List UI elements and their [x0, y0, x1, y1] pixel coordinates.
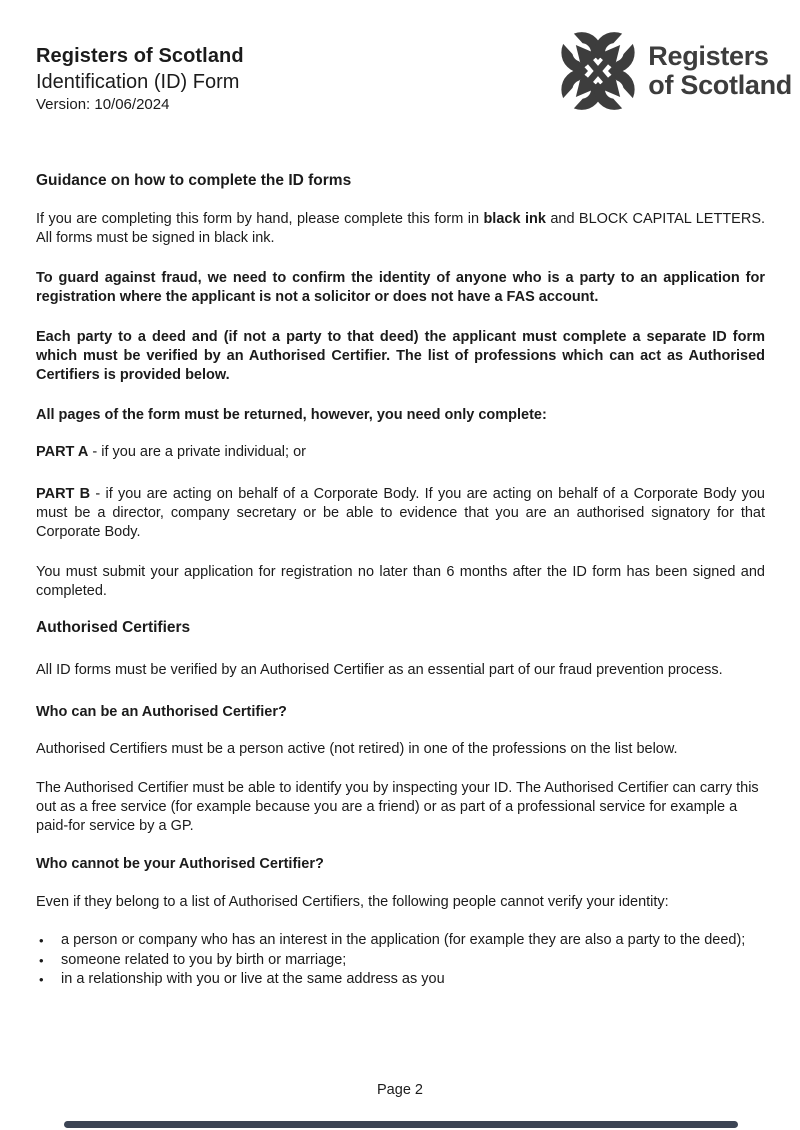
paragraph-hand-completion	[36, 210, 765, 249]
paragraph-each-party: Each party to a deed and (if not a party to that deed) the applicant must complete a separate ID form which must be verified by an Authorised Certifier. The list of professions which can act as Authorised Certifiers is provided below.	[36, 328, 765, 384]
text-run: If you are completing this form by hand, please complete this form in	[36, 211, 484, 227]
part-a-label: PART A	[36, 444, 89, 461]
who-can-heading: Who can be an Authorised Certifier?	[36, 704, 287, 721]
text-run-bold: black ink	[483, 211, 546, 227]
list-item: • someone related to you by birth or marriage;	[36, 951, 765, 970]
logo-wordmark-line2: of Scotland	[648, 70, 792, 100]
text-run: - if you are a private individual; or	[88, 444, 306, 461]
text-run: and BLOCK CAPITAL LETTERS. All forms must be signed in black ink.	[36, 211, 766, 247]
document-header-left	[36, 44, 244, 115]
part-b-label: PART B	[36, 485, 91, 502]
page-subtitle: Identification (ID) Form	[36, 71, 240, 93]
version-text: Version: 10/06/2024	[36, 96, 170, 113]
paragraph-certifier-intro: All ID forms must be verified by an Authorised Certifier as an essential part of our fraud prevention process.	[36, 661, 723, 678]
paragraph-active-profession: Authorised Certifiers must be a person active (not retired) in one of the professions on the list below.	[36, 741, 678, 758]
logo-wordmark-line1: Registers	[648, 41, 769, 71]
paragraph-identify: The Authorised Certifier must be able to identify you by inspecting your ID. The Authorised Certifier can carry this out as a free service (for example because you are a friend) or as part of a professional service for example a paid-for service by a GP.	[36, 779, 759, 835]
page-title: Registers of Scotland	[36, 45, 244, 67]
text-run: - if you are acting on behalf of a Corporate Body. If you are acting on behalf of a Corporate Body you must be a director, company secretary or be able to evidence that you are an authorised signatory for that Corporate Body.	[36, 485, 765, 541]
paragraph-fraud: To guard against fraud, we need to confirm the identity of anyone who is a party to an application for registration where the applicant is not a solicitor or does not have a FAS account.	[36, 269, 765, 306]
paragraph-cannot-intro: Even if they belong to a list of Authorised Certifiers, the following people cannot verify your identity:	[36, 893, 669, 910]
document-content	[36, 0, 765, 989]
who-cannot-heading: Who cannot be your Authorised Certifier?	[36, 855, 324, 872]
paragraph-all-pages: All pages of the form must be returned, however, you need only complete:	[36, 406, 547, 423]
document-header	[36, 0, 765, 115]
list-item: • in a relationship with you or live at the same address as you	[36, 970, 765, 989]
paragraph-part-b	[36, 485, 765, 543]
horizontal-scrollbar-thumb[interactable]	[64, 1121, 738, 1128]
excluded-certifiers-list	[36, 931, 765, 989]
paragraph-part-a	[36, 443, 765, 462]
guidance-heading: Guidance on how to complete the ID forms	[36, 172, 352, 189]
page-number: Page 2	[377, 1082, 423, 1098]
list-item: • a person or company who has an interest in the application (for example they are also a party to the deed);	[36, 931, 765, 950]
paragraph-submit-deadline: You must submit your application for registration no later than 6 months after the ID form has been signed and completed.	[36, 563, 765, 600]
authorised-certifiers-heading: Authorised Certifiers	[36, 618, 191, 636]
